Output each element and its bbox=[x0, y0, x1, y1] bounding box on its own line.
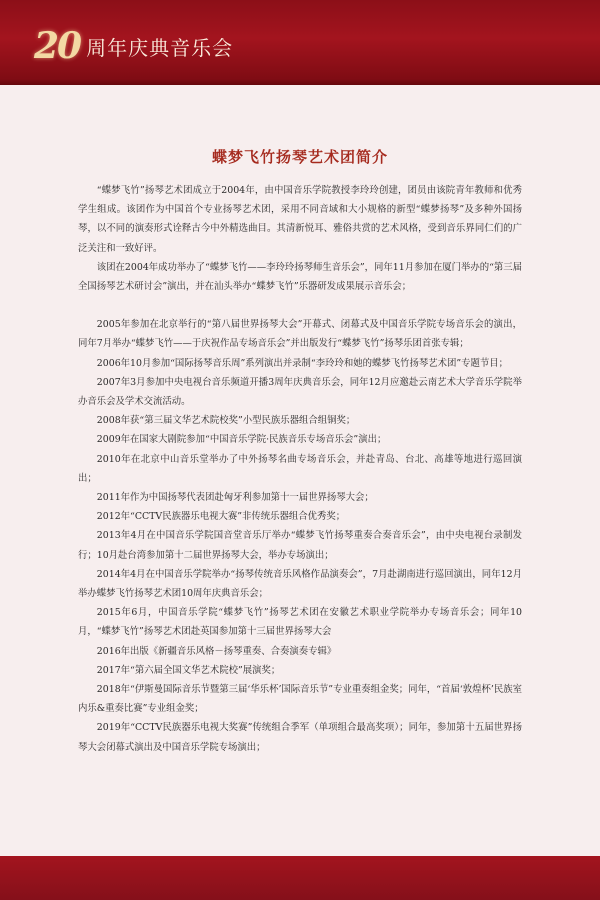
anniversary-logo bbox=[34, 22, 233, 66]
paragraph-2010: 2010年在北京中山音乐堂举办了中外扬琴名曲专场音乐会，并赴青岛、台北、高雄等地进行巡回演出； bbox=[78, 453, 522, 484]
paragraph-2011: 2011年作为中国扬琴代表团赴匈牙利参加第十一届世界扬琴大会； bbox=[96, 492, 374, 504]
paragraph-2015: 2015年6月，中国音乐学院“蝶梦飞竹”扬琴艺术团在安徽艺术职业学院举办专场音乐会；同年10月，“蝶梦飞竹”扬琴艺术团赴英国参加第十三届世界扬琴大会 bbox=[78, 607, 522, 638]
paragraph-2019: 2019年“CCTV民族器乐电视大奖赛”传统组合季军（单项组合最高奖项）；同年，参加第十五届世界扬琴大会闭幕式演出及中国音乐学院专场演出； bbox=[78, 722, 522, 753]
header-banner bbox=[0, 0, 600, 85]
paragraph-2008: 2008年获“第三届文华艺术院校奖”小型民族乐器组合组铜奖； bbox=[96, 415, 356, 427]
paragraph-intro: “蝶梦飞竹”扬琴艺术团成立于2004年，由中国音乐学院教授李玲玲创建，团员由该院青年教师和优秀学生组成。该团作为中国首个专业扬琴艺术团，采用不同音域和大小规格的新型“蝶梦扬琴”及多种外国扬琴，以不同的演奏形式诠释古今中外精选曲目。其清新悦耳、雅俗共赏的艺术风格，受到音乐界同仁们的广泛关注和一致好评。 bbox=[78, 185, 522, 254]
logo-number: 20 bbox=[34, 25, 81, 67]
paragraph-2005: 2005年参加在北京举行的“第八届世界扬琴大会”开幕式、闭幕式及中国音乐学院专场音乐会的演出，同年7月举办“蝶梦飞竹——于庆祝作品专场音乐会”并出版发行“蝶梦飞竹”扬琴乐团首张专辑； bbox=[78, 319, 522, 350]
document-body bbox=[78, 181, 522, 757]
footer-banner bbox=[0, 856, 600, 900]
paragraph-2018: 2018年“伊斯曼国际音乐节暨第三届‘华乐杯’国际音乐节”专业重奏组金奖；同年，“首届‘敦煌杯’民族室内乐&重奏比赛”专业组金奖； bbox=[78, 684, 522, 715]
page-title: 蝶梦飞竹扬琴艺术团简介 bbox=[211, 148, 388, 166]
paragraph-2004: 该团在2004年成功举办了“蝶梦飞竹——李玲玲扬琴师生音乐会”，同年11月参加在厦门举办的“第三届全国扬琴艺术研讨会”演出，并在汕头举办“蝶梦飞竹”乐器研发成果展示音乐会； bbox=[78, 261, 522, 293]
paragraph-2006: 2006年10月参加“国际扬琴音乐周”系列演出并录制“李玲玲和她的蝶梦飞竹扬琴艺术团”专题节目； bbox=[96, 357, 509, 369]
paragraph-2013: 2013年4月在中国音乐学院国音堂音乐厅举办“蝶梦飞竹扬琴重奏合奏音乐会”，由中央电视台录制发行；10月赴台湾参加第十二届世界扬琴大会，举办专场演出； bbox=[78, 530, 522, 561]
paragraph-2012: 2012年“CCTV民族器乐电视大赛”非传统乐器组合优秀奖； bbox=[96, 511, 346, 523]
paragraph-2007: 2007年3月参加中央电视台音乐频道开播3周年庆典音乐会，同年12月应邀赴云南艺术大学音乐学院举办音乐会及学术交流活动。 bbox=[78, 376, 522, 408]
paragraph-2017: 2017年“第六届全国文华艺术院校”展演奖； bbox=[96, 664, 281, 676]
paragraph-2014: 2014年4月在中国音乐学院举办“扬琴传统音乐风格作品演奏会”，7月赴湖南进行巡回演出，同年12月举办蝶梦飞竹扬琴艺术团10周年庆典音乐会； bbox=[78, 568, 522, 600]
paragraph-2016: 2016年出版《新疆音乐风格－扬琴重奏、合奏演奏专辑》 bbox=[96, 645, 337, 657]
paragraph-2009: 2009年在国家大剧院参加“中国音乐学院·民族音乐专场音乐会”演出； bbox=[96, 434, 387, 446]
logo-text: 周年庆典音乐会 bbox=[86, 36, 234, 60]
